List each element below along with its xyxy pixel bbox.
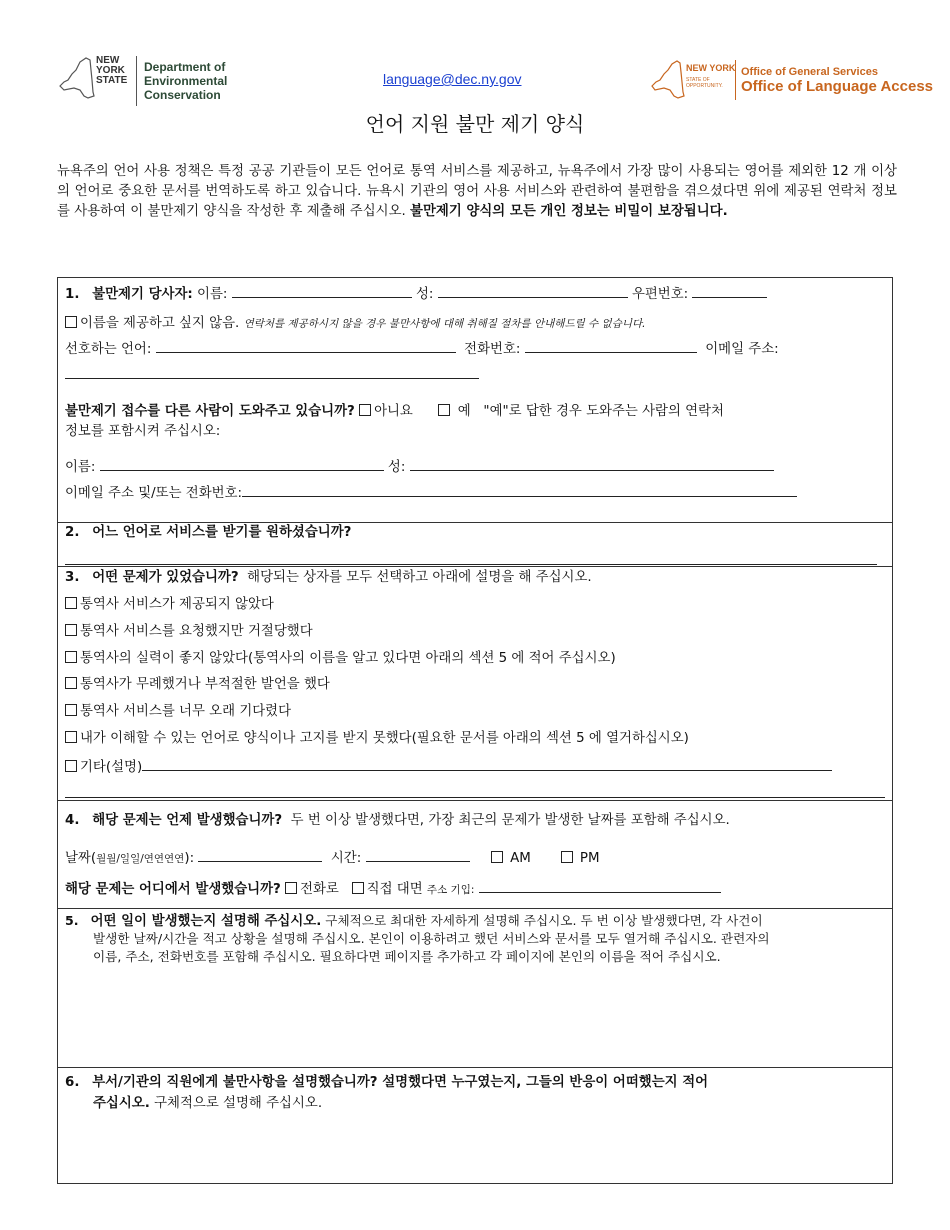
helper-yes-checkbox[interactable] bbox=[438, 404, 450, 416]
problem-option: 통역사가 무례했거나 부적절한 발언을 했다 bbox=[65, 676, 330, 694]
divider bbox=[57, 800, 893, 801]
helper-question-row: 불만제기 접수를 다른 사람이 도와주고 있습니까? 아니요 예 "예"로 답한 경우 도와주는 사람의 연락처 bbox=[65, 404, 724, 419]
ogs-logo-tagline: STATE OF OPPORTUNITY. bbox=[686, 77, 723, 89]
helper-name-row: 이름: 성: bbox=[65, 457, 774, 477]
section-1-contact-row: 선호하는 언어: 전화번호: 이메일 주소: bbox=[65, 339, 779, 359]
time-field[interactable] bbox=[366, 848, 470, 862]
helper-contact-row: 이메일 주소 및/또는 전화번호: bbox=[65, 483, 797, 503]
dec-logo-divider bbox=[136, 56, 137, 106]
ogs-logo bbox=[650, 60, 933, 104]
dec-logo bbox=[58, 56, 248, 108]
page-title: 언어 지원 불만 제기 양식 bbox=[365, 112, 585, 136]
section-3-heading: 3. 어떤 문제가 있었습니까? 해당되는 상자를 모두 선택하고 아래에 설명을 해 주십시오. bbox=[65, 570, 592, 585]
email-field[interactable] bbox=[65, 378, 479, 379]
first-name-field[interactable] bbox=[232, 284, 412, 298]
description-textarea[interactable] bbox=[58, 970, 892, 1066]
divider bbox=[57, 908, 893, 909]
problem-checkbox[interactable] bbox=[65, 760, 77, 772]
section-5-line2: 발생한 날짜/시간을 적고 상황을 설명해 주십시오. 본인이 이용하려고 했던 서비스와 문서를 모두 열거해 주십시오. 관련자의 bbox=[93, 931, 770, 946]
preferred-service-language-field[interactable] bbox=[65, 564, 877, 565]
section-4-datetime-row: 날짜(월월/일일/연연연연): 시간: AM PM bbox=[65, 848, 600, 868]
section-4-heading: 4. 해당 문제는 언제 발생했습니까? 두 번 이상 발생했다면, 가장 최근의 문제가 발생한 날짜를 포함해 주십시오. bbox=[65, 813, 730, 828]
ny-state-map-icon bbox=[650, 60, 686, 100]
problem-checkbox[interactable] bbox=[65, 651, 77, 663]
in-person-checkbox[interactable] bbox=[352, 882, 364, 894]
am-checkbox[interactable] bbox=[491, 851, 503, 863]
problem-checkbox[interactable] bbox=[65, 597, 77, 609]
helper-first-name-field[interactable] bbox=[100, 457, 384, 471]
intro-paragraph: 뉴욕주의 언어 사용 정책은 특정 공공 기관들이 모든 언어로 통역 서비스를 제공하고, 뉴욕주에서 가장 많이 사용되는 영어를 제외한 12 개 이상의 언어로 중요한 문서를 번역하도록 하고 있습니다. 뉴욕시 기관의 영어 사용 서비스와 관련하여 불편함을 겪으셨다면 위에 제공된 연락처 정보를 사용하여 이 불만제기 양식을 작성한 후 제출해 주십시오. 불만제기 양식의 모든 개인 정보는 비밀이 보장됩니다. bbox=[57, 164, 897, 219]
other-description-field-2[interactable] bbox=[65, 797, 885, 798]
pm-checkbox[interactable] bbox=[561, 851, 573, 863]
problem-option: 내가 이해할 수 있는 언어로 양식이나 고지를 받지 못했다(필요한 문서를 아래의 섹션 5 에 열거하십시오) bbox=[65, 730, 689, 748]
dec-logo-state: NEW YORK STATE bbox=[96, 55, 128, 86]
problem-option: 통역사 서비스를 요청했지만 거절당했다 bbox=[65, 623, 313, 641]
divider bbox=[57, 566, 893, 567]
divider bbox=[57, 522, 893, 523]
dec-logo-name: Department of Environmental Conservation bbox=[144, 60, 228, 102]
section-1-row-name: 1. 불만제기 당사자: 이름: 성: 우편번호: bbox=[65, 284, 767, 304]
ny-state-map-icon bbox=[58, 56, 96, 100]
helper-last-name-field[interactable] bbox=[410, 457, 774, 471]
section-1-anon-row: 이름을 제공하고 싶지 않음. 연락처를 제공하시지 않을 경우 불만사항에 대해 취해질 절차를 안내해드릴 수 없습니다. bbox=[65, 315, 645, 333]
ogs-logo-state: NEW YORK bbox=[686, 63, 736, 73]
helper-contact-field[interactable] bbox=[242, 483, 797, 497]
date-field[interactable] bbox=[198, 848, 322, 862]
problem-option: 통역사의 실력이 좋지 않았다(통역사의 이름을 알고 있다면 아래의 섹션 5 에 적어 주십시오) bbox=[65, 650, 616, 668]
section-6-line1: 6. 부서/기관의 직원에게 불만사항을 설명했습니까? 설명했다면 누구였는지, 그들의 반응이 어떠했는지 적어 bbox=[65, 1075, 709, 1090]
problem-option: 통역사 서비스가 제공되지 않았다 bbox=[65, 596, 274, 614]
ogs-logo-line2: Office of Language Access bbox=[741, 78, 933, 95]
problem-option-other: 기타(설명) bbox=[65, 757, 832, 777]
section-4-where-row: 해당 문제는 어디에서 발생했습니까? 전화로 직접 대면 주소 기입: bbox=[65, 879, 721, 899]
contact-email-link[interactable]: language@dec.ny.gov bbox=[383, 71, 522, 87]
phone-location-checkbox[interactable] bbox=[285, 882, 297, 894]
zip-field[interactable] bbox=[692, 284, 767, 298]
staff-response-textarea[interactable] bbox=[58, 1118, 892, 1182]
other-description-field[interactable] bbox=[142, 757, 832, 771]
section-5-line1: 5. 어떤 일이 발생했는지 설명해 주십시오. 구체적으로 최대한 자세하게 설명해 주십시오. 두 번 이상 발생했다면, 각 사건이 bbox=[65, 913, 763, 929]
ogs-logo-line1: Office of General Services bbox=[741, 66, 878, 78]
anonymous-checkbox[interactable] bbox=[65, 316, 77, 328]
problem-option: 통역사 서비스를 너무 오래 기다렸다 bbox=[65, 703, 291, 721]
problem-checkbox[interactable] bbox=[65, 704, 77, 716]
divider bbox=[57, 1067, 893, 1068]
last-name-field[interactable] bbox=[438, 284, 628, 298]
helper-note-line2: 정보를 포함시켜 주십시오: bbox=[65, 424, 221, 439]
preferred-language-field[interactable] bbox=[156, 339, 456, 353]
section-2-heading: 2. 어느 언어로 서비스를 받기를 원하셨습니까? bbox=[65, 525, 352, 540]
helper-no-checkbox[interactable] bbox=[359, 404, 371, 416]
problem-checkbox[interactable] bbox=[65, 624, 77, 636]
address-field[interactable] bbox=[479, 879, 721, 893]
problem-checkbox[interactable] bbox=[65, 677, 77, 689]
problem-checkbox[interactable] bbox=[65, 731, 77, 743]
phone-field[interactable] bbox=[525, 339, 697, 353]
section-6-line2: 주십시오. 구체적으로 설명해 주십시오. bbox=[93, 1096, 323, 1111]
ogs-logo-divider bbox=[735, 60, 736, 100]
section-5-line3: 이름, 주소, 전화번호를 포함해 주십시오. 필요하다면 페이지를 추가하고 각 페이지에 본인의 이름을 적어 주십시오. bbox=[93, 949, 721, 964]
